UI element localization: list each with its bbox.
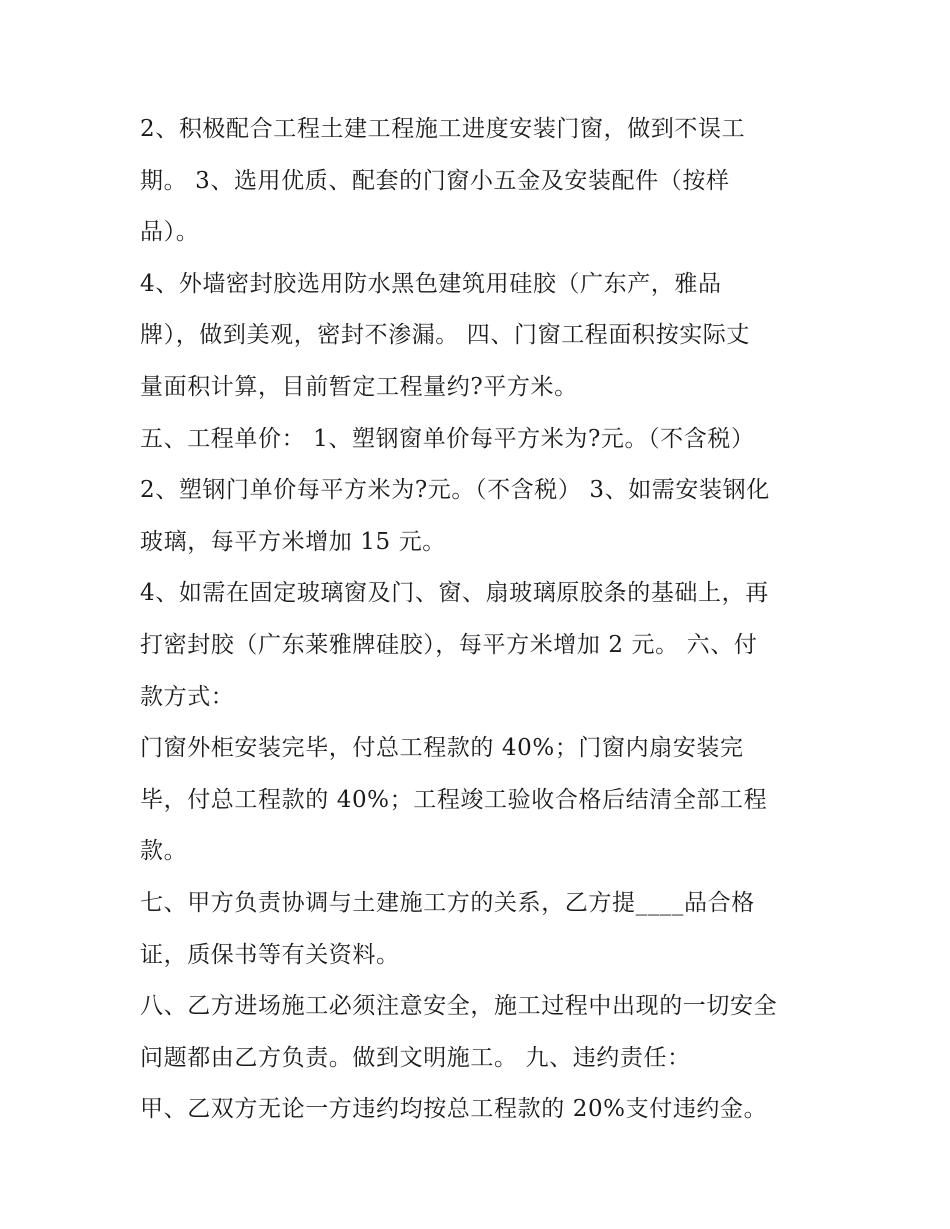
text-line: 牌），做到美观，密封不渗漏。 四、门窗工程面积按实际丈 [140,322,751,349]
text-line: 八、乙方进场施工必须注意安全，施工过程中出现的一切安全 [140,993,778,1020]
text-line: 毕，付总工程款的 40%；工程竣工验收合格后结清全部工程 [140,786,768,813]
text-line: 证，质保书等有关资料。 [140,941,400,968]
text-line: 五、工程单价： 1、塑钢窗单价每平方米为?元。（不含税） [140,425,755,452]
text-line: 玻璃，每平方米增加 15 元。 [140,528,446,555]
text-line: 2、积极配合工程土建工程施工进度安装门窗，做到不误工 [140,116,746,142]
text-line: 门窗外柜安装完毕，付总工程款的 40%；门窗内扇安装完 [140,735,744,762]
text-line: 品）。 [140,219,200,246]
text-line: 甲、乙双方无论一方违约均按总工程款的 20%支付违约金。 [140,1096,768,1123]
document-body [140,104,840,1136]
text-line: 2、塑钢门单价每平方米为?元。（不含税） 3、如需安装钢化 [140,477,770,504]
text-line: 款方式： [140,683,235,710]
text-line: 打密封胶（广东莱雅牌硅胶），每平方米增加 2 元。 六、付 [140,631,758,658]
text-line: 问题都由乙方负责。做到文明施工。 九、违约责任： [140,1044,691,1071]
text-line: 4、如需在固定玻璃窗及门、窗、扇玻璃原胶条的基础上，再 [140,580,769,607]
text-line: 款。 [140,838,188,865]
text-line: 期。 3、选用优质、配套的门窗小五金及安装配件（按样 [140,167,730,194]
text-line: 4、外墙密封胶选用防水黑色建筑用硅胶（广东产，雅品 [140,270,722,297]
text-line: 量面积计算，目前暂定工程量约?平方米。 [140,373,578,400]
text-line: 七、甲方负责协调与土建施工方的关系，乙方提____品合格 [140,889,755,916]
